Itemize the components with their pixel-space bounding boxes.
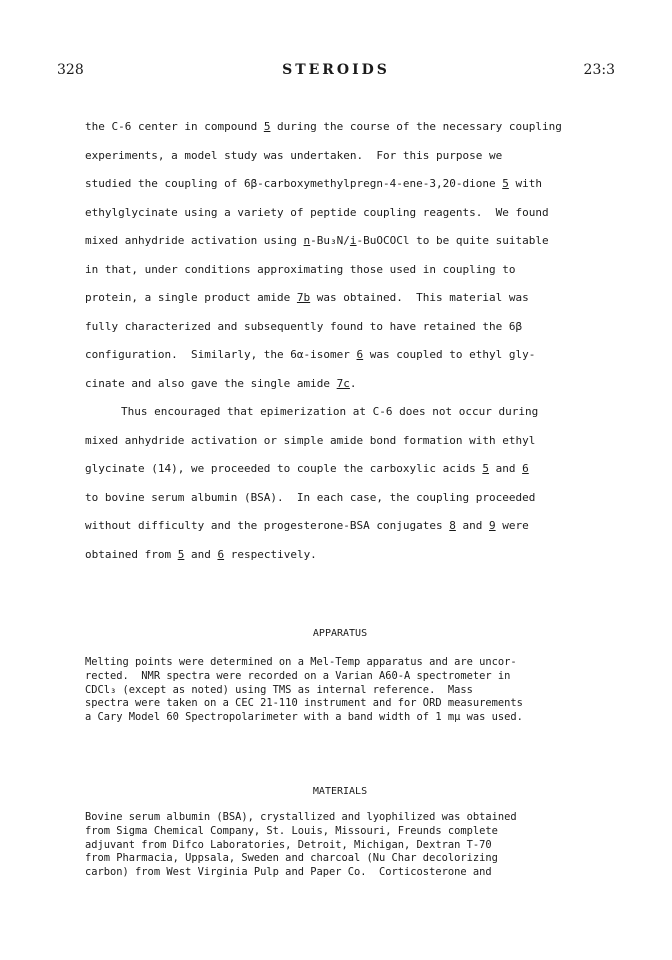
compound-number: 8	[449, 519, 456, 532]
text-line: ethylglycinate using a variety of peptide coupling reagents. We found	[85, 205, 549, 219]
text-line: experiments, a model study was undertaken. For this purpose we	[85, 148, 503, 162]
text-line: carbon) from West Virginia Pulp and Paper Co. Corticosterone and	[85, 866, 492, 879]
compound-number: 6	[217, 547, 225, 561]
text-line: Melting points were determined on a Mel-Temp apparatus and are uncor-	[85, 656, 517, 668]
text-line: cinate and also gave the single amide 7c.	[85, 376, 357, 390]
text-line: fully characterized and subsequently found to have retained the 6β	[85, 319, 523, 333]
page-number: 328	[57, 62, 84, 78]
compound-number: 5	[502, 177, 509, 190]
main-text	[85, 118, 625, 574]
paragraph-model-study	[85, 118, 625, 403]
text-line: from Sigma Chemical Company, St. Louis, Missouri, Freunds complete	[85, 824, 498, 837]
section-heading-materials: MATERIALS	[312, 786, 368, 797]
compound-number: 6	[356, 348, 364, 361]
compound-number: 6	[522, 462, 529, 475]
running-header	[57, 62, 615, 82]
compound-number: i	[349, 234, 357, 247]
text-line: from Pharmacia, Uppsala, Sweden and charcoal (Nu Char decolorizing	[85, 852, 498, 865]
compound-number: n	[303, 234, 311, 247]
text-line: a Cary Model 60 Spectropolarimeter with a band width of 1 mμ was used.	[85, 711, 523, 724]
compound-number: 5	[263, 120, 271, 133]
text-line: without difficulty and the progesterone-BSA conjugates 8 and 9 were	[85, 519, 529, 532]
text-line: glycinate (14), we proceeded to couple the carboxylic acids 5 and 6	[85, 462, 529, 475]
text-line: spectra were taken on a CEC 21-110 instrument and for ORD measurements	[85, 697, 523, 710]
paragraph-bsa-coupling	[85, 403, 625, 574]
text-line: studied the coupling of 6β-carboxymethylpregn-4-ene-3,20-dione 5 with	[85, 177, 542, 190]
text-line: Bovine serum albumin (BSA), crystallized and lyophilized was obtained	[85, 811, 517, 823]
text-line: mixed anhydride activation using n-Bu₃N/i-BuOCOCl to be quite suitable	[85, 234, 549, 247]
text-line: mixed anhydride activation or simple amide bond formation with ethyl	[85, 433, 536, 447]
compound-number: 5	[482, 462, 489, 475]
compound-number: 5	[177, 547, 185, 561]
text-line: configuration. Similarly, the 6α-isomer 6 was coupled to ethyl gly-	[85, 348, 536, 361]
text-line: obtained from 5 and 6 respectively.	[85, 547, 317, 561]
text-line: the C-6 center in compound 5 during the course of the necessary coupling	[85, 120, 562, 133]
text-line: adjuvant from Difco Laboratories, Detroit, Michigan, Dextran T-70	[85, 838, 492, 851]
text-line: rected. NMR spectra were recorded on a Varian A60-A spectrometer in	[85, 669, 511, 682]
text-line: to bovine serum albumin (BSA). In each case, the coupling proceeded	[85, 490, 536, 504]
compound-number: 7b	[296, 291, 311, 304]
apparatus-text	[85, 656, 625, 725]
materials-text	[85, 811, 625, 880]
text-line: CDCl₃ (except as noted) using TMS as internal reference. Mass	[85, 683, 473, 696]
compound-number: 9	[489, 519, 496, 532]
volume-issue: 23:3	[583, 62, 615, 78]
compound-number: 7c	[336, 376, 350, 390]
section-heading-apparatus: APPARATUS	[312, 628, 368, 639]
text-line: Thus encouraged that epimerization at C-6 does not occur during	[121, 405, 539, 418]
text-line: protein, a single product amide 7b was obtained. This material was	[85, 291, 529, 304]
text-line: in that, under conditions approximating those used in coupling to	[85, 262, 516, 276]
journal-title: STEROIDS	[282, 62, 390, 78]
